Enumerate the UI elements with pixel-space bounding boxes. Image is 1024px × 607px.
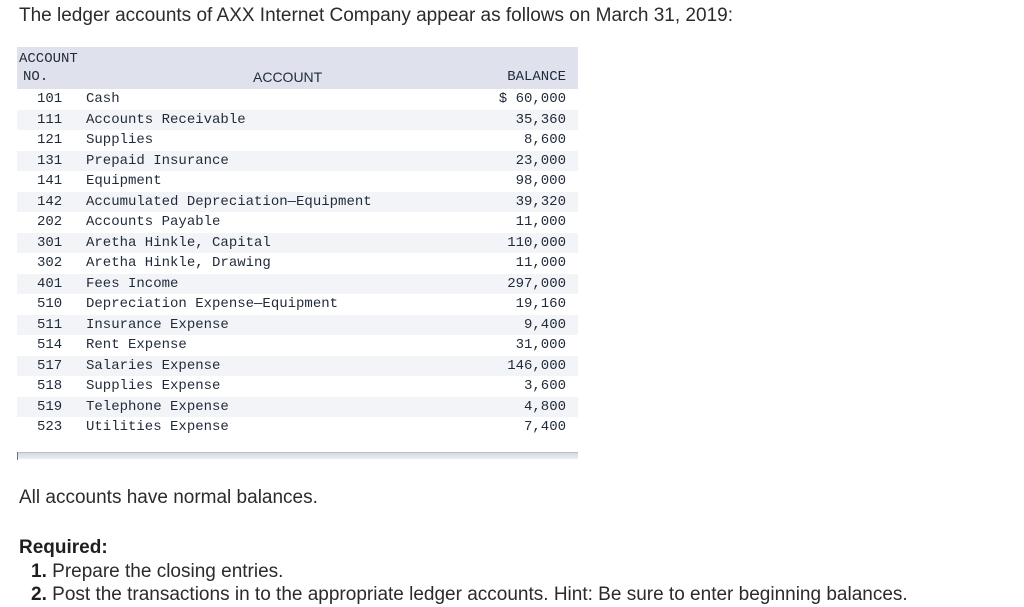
table-row [17, 171, 578, 192]
account-no-cell: 518 [37, 378, 63, 394]
table-row [17, 356, 578, 377]
account-no-cell: 111 [37, 111, 63, 128]
table-row [17, 376, 578, 397]
account-no-cell: 517 [37, 357, 63, 374]
account-name-cell: Accounts Receivable [86, 111, 246, 128]
account-no-cell: 301 [37, 234, 63, 251]
balance-cell: 110,000 [507, 234, 566, 251]
table-footer-bar [17, 452, 578, 459]
table-row [17, 253, 578, 274]
account-no-cell: 101 [37, 91, 63, 107]
required-item-text: Prepare the closing entries. [52, 561, 284, 582]
balance-cell: 31,000 [515, 337, 566, 353]
table-row [17, 274, 578, 295]
header-account: ACCOUNT [253, 69, 323, 85]
table-row [17, 110, 578, 131]
intro-text: The ledger accounts of AXX Internet Company appear as follows on March 31, 2019: [19, 5, 733, 26]
account-name-cell: Insurance Expense [86, 316, 229, 333]
account-no-cell: 511 [37, 316, 63, 333]
balance-cell: 11,000 [515, 255, 566, 271]
header-account-no-line1: ACCOUNT [19, 51, 78, 67]
table-row [17, 335, 578, 356]
normal-balances-note: All accounts have normal balances. [19, 487, 318, 508]
account-name-cell: Rent Expense [86, 337, 187, 353]
account-name-cell: Cash [86, 91, 120, 107]
account-name-cell: Supplies Expense [86, 378, 221, 394]
balance-cell: 98,000 [515, 173, 566, 189]
account-no-cell: 131 [37, 152, 63, 169]
account-name-cell: Accumulated Depreciation—Equipment [86, 193, 372, 210]
balance-cell: 39,320 [515, 193, 566, 210]
header-balance: BALANCE [507, 69, 566, 85]
balance-cell: 3,600 [523, 378, 566, 394]
account-name-cell: Aretha Hinkle, Drawing [86, 255, 271, 271]
balance-cell: 297,000 [507, 275, 566, 292]
required-item-number: 1. [31, 561, 47, 582]
balance-cell: 146,000 [507, 357, 566, 374]
account-name-cell: Depreciation Expense—Equipment [86, 296, 339, 312]
account-no-cell: 141 [37, 173, 63, 189]
account-no-cell: 519 [37, 398, 63, 415]
balance-cell: 4,800 [523, 398, 566, 415]
account-no-cell: 514 [37, 337, 63, 353]
table-row [17, 212, 578, 233]
account-name-cell: Accounts Payable [86, 214, 221, 230]
balance-cell: $ 60,000 [498, 91, 566, 107]
header-account-no-line2: NO. [23, 69, 49, 85]
required-item-2 [31, 583, 908, 607]
balance-cell: 35,360 [515, 111, 566, 128]
table-row [17, 417, 578, 438]
balance-cell: 7,400 [523, 419, 566, 435]
account-name-cell: Fees Income [86, 275, 179, 292]
account-no-cell: 202 [37, 214, 63, 230]
balance-cell: 23,000 [515, 152, 566, 169]
required-item-1 [31, 560, 283, 584]
table-row [17, 294, 578, 315]
account-name-cell: Supplies [86, 132, 154, 148]
account-no-cell: 302 [37, 255, 63, 271]
account-no-cell: 142 [37, 193, 63, 210]
table-body [17, 89, 578, 438]
account-no-cell: 401 [37, 275, 63, 292]
account-name-cell: Utilities Expense [86, 419, 229, 435]
balance-cell: 11,000 [515, 214, 566, 230]
balance-cell: 8,600 [523, 132, 566, 148]
account-name-cell: Aretha Hinkle, Capital [86, 234, 271, 251]
required-item-number: 2. [31, 584, 47, 605]
balance-cell: 19,160 [515, 296, 566, 312]
account-no-cell: 121 [37, 132, 63, 148]
table-row [17, 315, 578, 336]
table-row [17, 192, 578, 213]
account-name-cell: Telephone Expense [86, 398, 229, 415]
account-no-cell: 510 [37, 296, 63, 312]
account-name-cell: Prepaid Insurance [86, 152, 229, 169]
table-row [17, 397, 578, 418]
balance-cell: 9,400 [523, 316, 566, 333]
table-row [17, 130, 578, 151]
required-heading: Required: [19, 537, 108, 558]
account-name-cell: Salaries Expense [86, 357, 221, 374]
ledger-table [17, 47, 578, 459]
account-name-cell: Equipment [86, 173, 162, 189]
table-row [17, 233, 578, 254]
table-header [17, 47, 578, 89]
table-row [17, 151, 578, 172]
table-row [17, 89, 578, 110]
account-no-cell: 523 [37, 419, 63, 435]
required-item-text: Post the transactions in to the appropriate ledger accounts. Hint: Be sure to enter beginning balances. [52, 584, 908, 605]
